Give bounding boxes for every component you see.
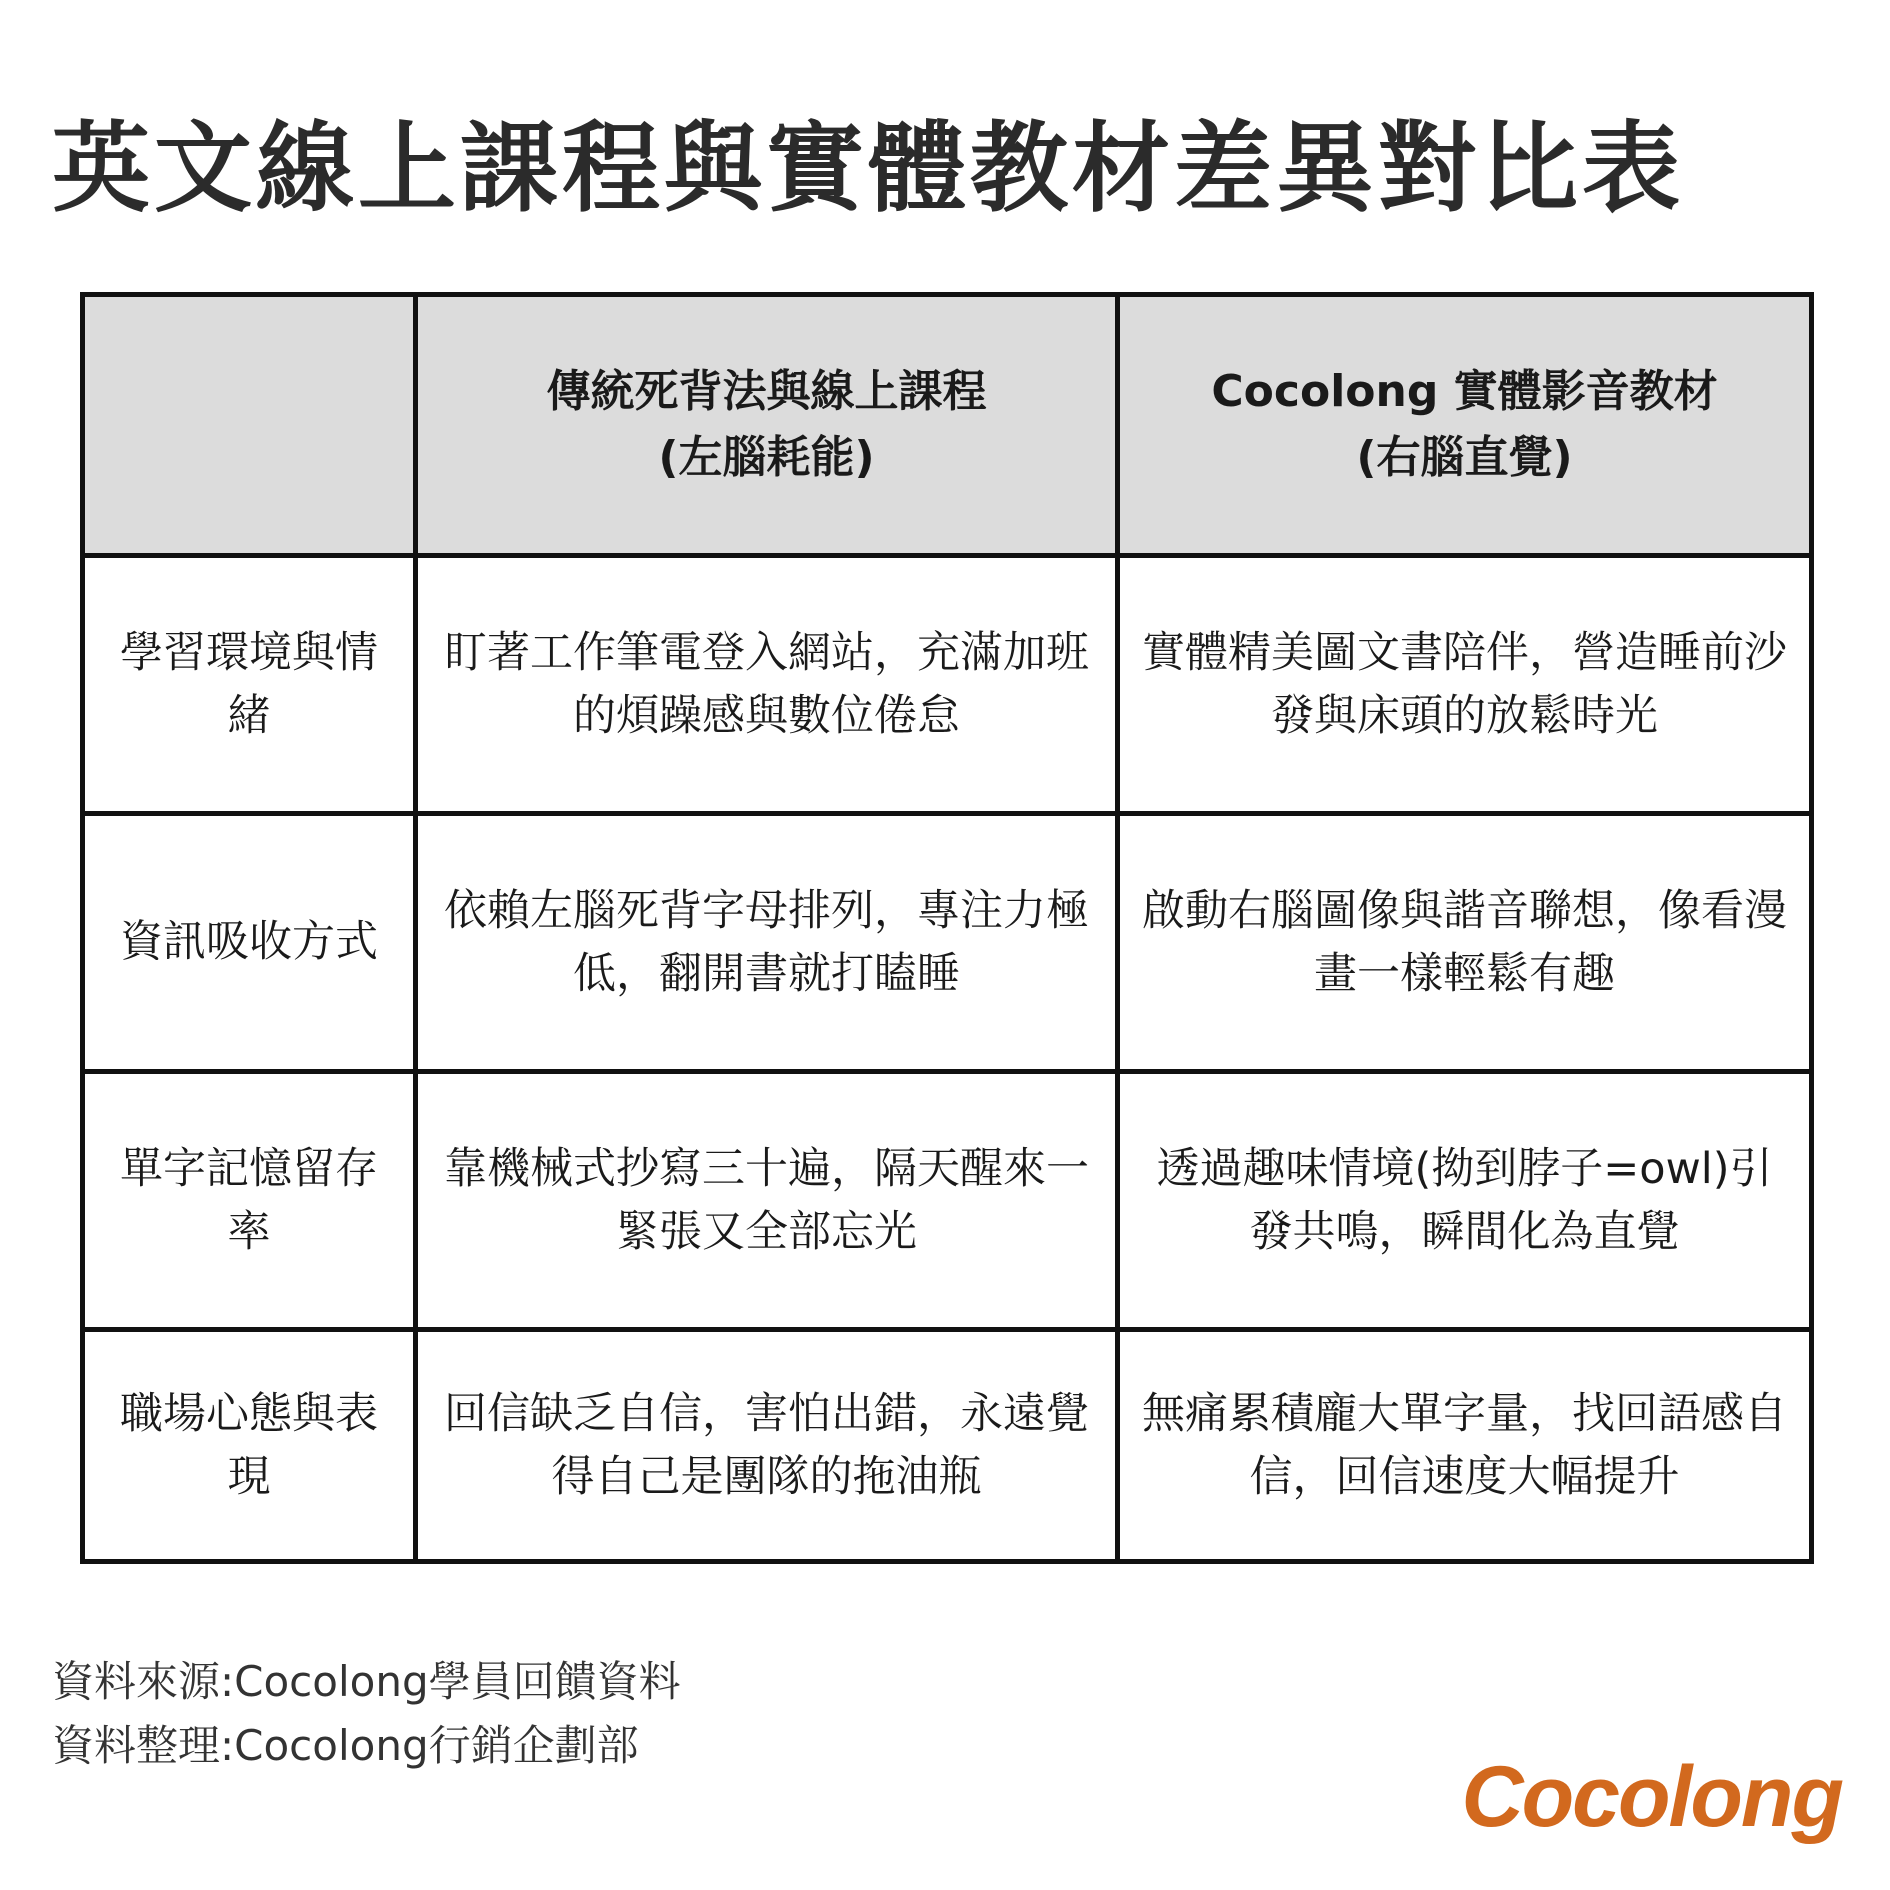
cell-cocolong-retention-rate [1120,1074,1809,1327]
cell-cocolong-workplace-performance [1120,1332,1809,1559]
header-traditional-title: 傳統死背法與線上課程 [546,366,987,417]
cell-traditional-learning-environment [418,558,1115,811]
row-label-text: 職場心態與表現 [120,1388,378,1502]
cell-text: 回信缺乏自信，害怕出錯，永遠覺得自己是團隊的拖油瓶 [444,1388,1089,1502]
header-cocolong-subtitle: (右腦直覺) [1356,432,1573,483]
cocolong-logo: Cocolong [1461,1749,1842,1845]
cell-cocolong-absorption-method [1120,816,1809,1069]
footer-notes [52,1650,681,1778]
cell-text: 啟動右腦圖像與諧音聯想，像看漫畫一樣輕鬆有趣 [1142,885,1787,999]
header-traditional-subtitle: (左腦耗能) [658,432,875,483]
cell-traditional-workplace-performance [418,1332,1115,1559]
page-title: 英文線上課程與實體教材差異對比表 [52,112,1685,226]
cell-traditional-absorption-method [418,816,1115,1069]
row-label-text: 單字記憶留存率 [120,1143,378,1257]
cell-text: 盯著工作筆電登入網站，充滿加班的煩躁感與數位倦怠 [444,627,1089,741]
cell-cocolong-learning-environment [1120,558,1809,811]
header-cell-empty [85,297,413,553]
cell-text: 透過趣味情境(拗到脖子=owl)引發共鳴，瞬間化為直覺 [1156,1143,1773,1257]
cell-text: 實體精美圖文書陪伴，營造睡前沙發與床頭的放鬆時光 [1142,627,1787,741]
header-cocolong-title: Cocolong 實體影音教材 [1211,366,1718,417]
row-label-text: 資訊吸收方式 [120,917,378,967]
cell-text: 無痛累積龐大單字量，找回語感自信，回信速度大幅提升 [1142,1388,1787,1502]
row-label-learning-environment [85,558,413,811]
cell-text: 依賴左腦死背字母排列，專注力極低，翻開書就打瞌睡 [444,885,1089,999]
header-cell-traditional [418,297,1115,553]
row-label-absorption-method [85,816,413,1069]
row-label-workplace-performance [85,1332,413,1559]
footer-source: 資料來源:Cocolong學員回饋資料 [52,1657,681,1706]
header-cell-cocolong [1120,297,1809,553]
row-label-retention-rate [85,1074,413,1327]
comparison-table [80,292,1814,1564]
footer-compiled-by: 資料整理:Cocolong行銷企劃部 [52,1721,639,1770]
cell-text: 靠機械式抄寫三十遍，隔天醒來一緊張又全部忘光 [444,1143,1089,1257]
cell-traditional-retention-rate [418,1074,1115,1327]
row-label-text: 學習環境與情緒 [120,627,378,741]
